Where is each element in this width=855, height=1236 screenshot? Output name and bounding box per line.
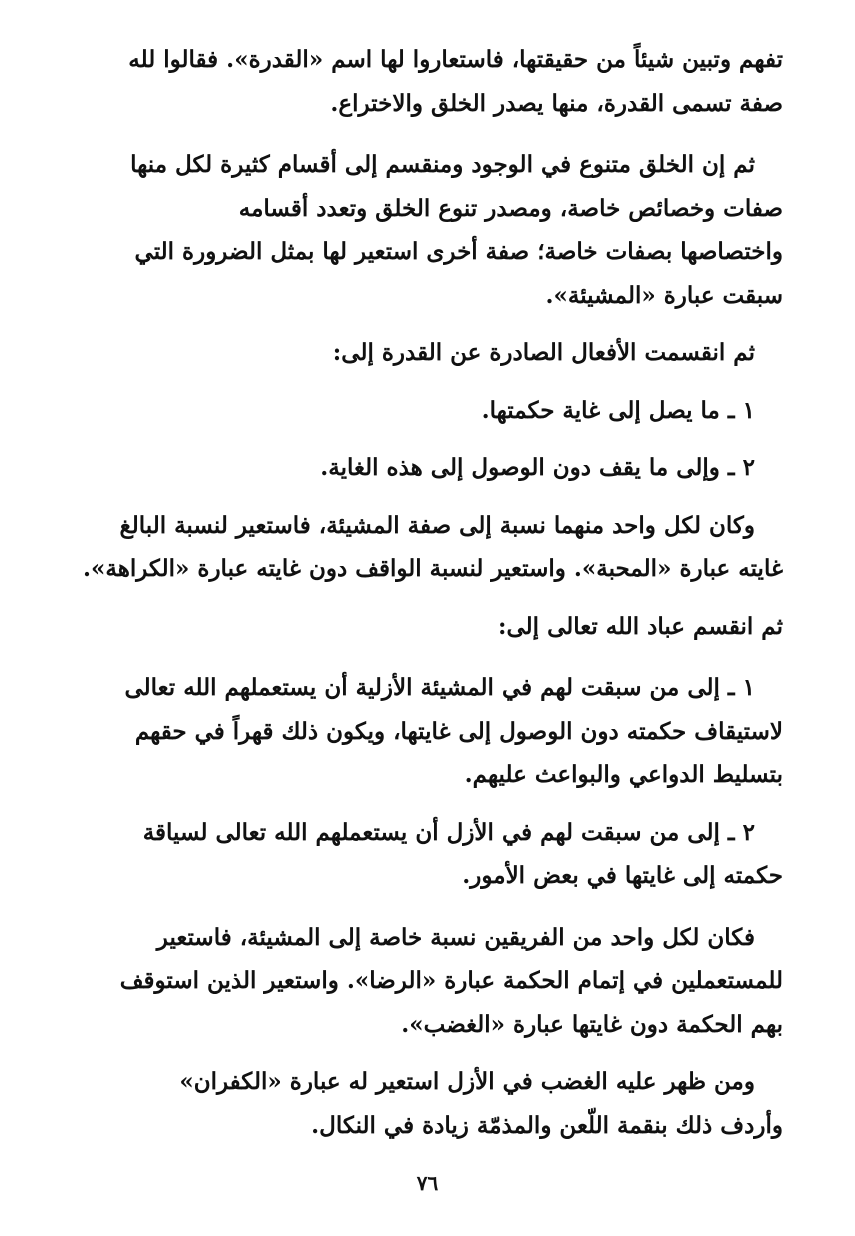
text-line: بهم الحكمة دون غايتها عبارة «الغضب». [401, 1010, 783, 1038]
list-item-ibad-1 [80, 666, 783, 797]
text-line: وأردف ذلك بنقمة اللّعن والمذمّة زيادة في النكال. [311, 1111, 783, 1139]
text-line: ٢ ـ وإلى ما يقف دون الوصول إلى هذه الغاية. [320, 454, 755, 481]
text-line: حكمته إلى غايتها في بعض الأمور. [462, 862, 783, 889]
text-line: ثم انقسم عباد الله تعالى إلى: [498, 612, 783, 640]
text-line: ١ ـ ما يصل إلى غاية حكمتها. [481, 396, 755, 424]
text-line: فكان لكل واحد من الفريقين نسبة خاصة إلى المشيئة، فاستعير [156, 923, 755, 951]
text-line: سبقت عبارة «المشيئة». [545, 281, 783, 309]
text-line: ثم إن الخلق متنوع في الوجود ومنقسم إلى أقسام كثيرة لكل منها [130, 151, 755, 178]
text-line: صفات وخصائص خاصة، ومصدر تنوع الخلق وتعدد أقسامه [238, 194, 783, 222]
text-line: واختصاصها بصفات خاصة؛ صفة أخرى استعير لها بمثل الضرورة التي [134, 238, 783, 265]
paragraph-ibad-heading [80, 605, 783, 649]
list-item-2 [80, 446, 783, 490]
text-line: صفة تسمى القدرة، منها يصدر الخلق والاختراع. [330, 89, 783, 117]
list-item-ibad-2 [80, 811, 783, 898]
page-number: ٧٦ [416, 1171, 439, 1195]
paragraph-mahabba [80, 504, 783, 591]
paragraph-af3al-heading [80, 331, 783, 375]
text-line: لاستيقاف حكمته دون الوصول إلى غايتها، ويكون ذلك قهراً في حقهم [134, 717, 783, 745]
paragraph-qudra [80, 38, 783, 125]
paragraph-rida-ghadab [80, 916, 783, 1047]
text-line: ومن ظهر عليه الغضب في الأزل استعير له عبارة «الكفران» [179, 1068, 755, 1095]
paragraph-kufran [80, 1060, 783, 1147]
text-line: ٢ ـ إلى من سبقت لهم في الأزل أن يستعملهم الله تعالى لسياقة [142, 818, 755, 846]
paragraph-mashia [80, 143, 783, 317]
text-line: بتسليط الدواعي والبواعث عليهم. [464, 761, 783, 788]
text-line: تفهم وتبين شيئاً من حقيقتها، فاستعاروا لها اسم «القدرة». فقالوا لله [128, 46, 783, 73]
text-line: غايته عبارة «المحبة». واستعير لنسبة الواقف دون غايته عبارة «الكراهة». [83, 555, 783, 582]
text-line: ثم انقسمت الأفعال الصادرة عن القدرة إلى: [332, 339, 755, 366]
text-line: للمستعملين في إتمام الحكمة عبارة «الرضا». واستعير الذين استوقف [119, 967, 783, 994]
text-line: ١ ـ إلى من سبقت لهم في المشيئة الأزلية أن يستعملهم الله تعالى [124, 674, 755, 701]
text-line: وكان لكل واحد منهما نسبة إلى صفة المشيئة، فاستعير لنسبة البالغ [119, 511, 755, 539]
list-item-1 [80, 389, 783, 433]
